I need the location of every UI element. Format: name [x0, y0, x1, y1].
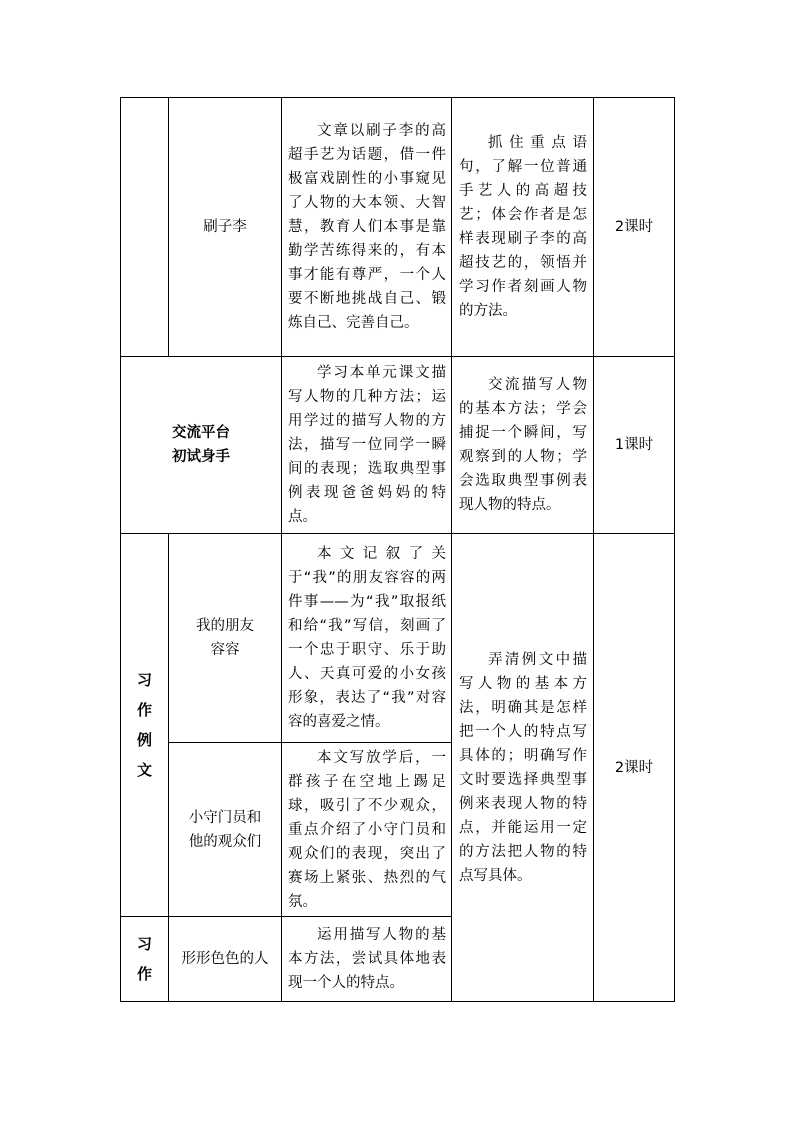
- lesson-title: [169, 534, 282, 743]
- lesson-title-line: 我的朋友: [196, 618, 254, 634]
- lesson-content: 本文记叙了关于“我”的朋友容容的两件事——为“我”取报纸和给“我”写信，刻画了一个忠于职守、乐于助人、天真可爱的小女孩形象，表达了“我”对容容的喜爱之情。: [282, 534, 452, 743]
- table-row: [121, 357, 675, 534]
- section-label: 习 作 例 文: [121, 534, 169, 917]
- lesson-title: [121, 357, 282, 534]
- lesson-content: 学习本单元课文描写人物的几种方法；运用学过的描写人物的方法，描写一位同学一瞬间的表现；选取典型事例表现爸爸妈妈的特点。: [282, 357, 452, 534]
- lesson-title-line: 他的观众们: [188, 833, 262, 850]
- table-row: [121, 534, 675, 743]
- lesson-title: [169, 743, 282, 917]
- lesson-title: 形形色色的人: [169, 917, 282, 1002]
- lesson-title-line: 初试身手: [172, 449, 230, 465]
- lesson-plan-table: [120, 97, 675, 1002]
- lesson-hours: 1课时: [594, 357, 675, 534]
- lesson-hours: 2课时: [594, 534, 675, 1002]
- lesson-content: 本文写放学后，一群孩子在空地上踢足球，吸引了不少观众，重点介绍了小守门员和观众们的表现，突出了赛场上紧张、热烈的气氛。: [282, 743, 452, 917]
- lesson-content: 文章以刷子李的高超手艺为话题，借一件极富戏剧性的小事窥见了人物的大本领、大智慧，教育人们本事是靠勤学苦练得来的，有本事才能有尊严，一个人要不断地挑战自己、锻炼自己、完善自己。: [282, 98, 452, 357]
- lesson-hours: 2课时: [594, 98, 675, 357]
- lesson-goal: 交流描写人物的基本方法；学会捕捉一个瞬间，写观察到的人物；学会选取典型事例表现人物的特点。: [452, 357, 594, 534]
- lesson-goal: 弄清例文中描写人物的基本方法，明确其是怎样把一个人的特点写具体的；明确写作文时要选择典型事例来表现人物的特点，并能运用一定的方法把人物的特点写具体。: [452, 534, 594, 1002]
- lesson-goal: 抓住重点语句，了解一位普通手艺人的高超技艺；体会作者是怎样表现刷子李的高超技艺的，领悟并学习作者刻画人物的方法。: [452, 98, 594, 357]
- lesson-title: 刷子李: [169, 98, 282, 357]
- lesson-title-line: 容容: [210, 642, 240, 658]
- table-row: [121, 98, 675, 357]
- section-label: 习 作: [121, 917, 169, 1002]
- lesson-title-line: 小守门员和: [188, 809, 262, 826]
- lesson-title-line: 交流平台: [172, 425, 230, 441]
- lesson-content: 运用描写人物的基本方法，尝试具体地表现一个人的特点。: [282, 917, 452, 1002]
- empty-section-cell: [121, 98, 169, 357]
